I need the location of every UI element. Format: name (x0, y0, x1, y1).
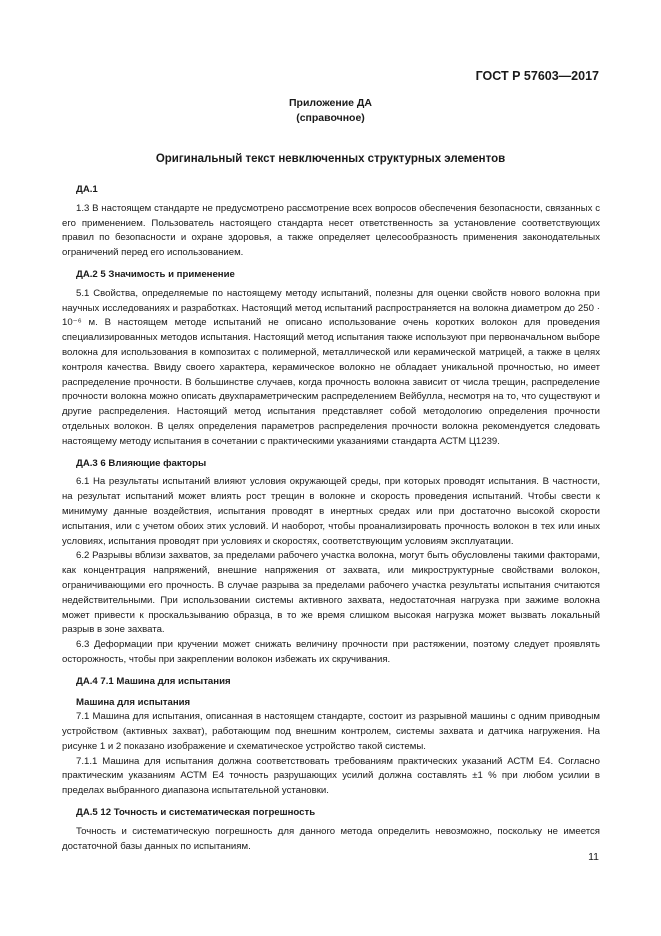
paragraph: 6.1 На результаты испытаний влияют условия окружающей среды, при которых проводят испытания. В частности, на результат испытаний может влиять рост трещин в волокне и скорость проведения испытаний. Чтобы свести к минимуму данные воздействия, испытания проводят в инертных средах или при достаточно высокой скорости испытания, или с учетом обоих этих условий. И наоборот, чтобы проанализировать прочность волокон в тех или иных условиях, испытания проводят при условиях и скоростях, соответствующим условиям эксплуатации. (62, 476, 600, 547)
paragraph: 6.3 Деформации при кручении может снижать величину прочности при растяжении, поэтому следует проявлять осторожность, чтобы при закреплении волокон избежать их скручивания. (62, 639, 600, 665)
paragraph: 1.3 В настоящем стандарте не предусмотрено рассмотрение всех вопросов обеспечения безопасности, связанных с его применением. Пользователь настоящего стандарта несет ответственность за установление соответствующих правил по безопасности и охране здоровья, а также определяет целесообразность применения законодательных ограничений перед его использованием. (62, 202, 600, 259)
section-heading-da2: ДА.2 5 Значимость и применение (76, 268, 235, 280)
annex-title: Приложение ДА (289, 97, 372, 109)
paragraph: 6.2 Разрывы вблизи захватов, за пределами рабочего участка волокна, могут быть обусловлены такими факторами, как концентрация напряжений, внешние напряжения от захвата, или микроструктурные свойствами волокон, ограничивающими его прочность. В случае разрыва за пределами рабочего участка результаты испытания считаются недействительными. При использовании системы активного захвата, недостаточная нагрузка при зажиме волокна может привести к проскальзыванию образца, в то же время слишком высокая нагрузка может вызвать локальный разрыв в зоне захвата. (62, 550, 600, 636)
section-heading-da4: ДА.4 7.1 Машина для испытания (76, 675, 231, 687)
section-heading-da1: ДА.1 (76, 184, 98, 195)
paragraph: 7.1.1 Машина для испытания должна соответствовать требованиям практических указаний АСТМ Е4. Согласно практическим указаниям АСТМ Е4 точность разрушающих усилий должна составлять ±1 % при любом усилии в пределах выбранного диапазона испытательной установки. (62, 755, 600, 797)
paragraph: 7.1 Машина для испытания, описанная в настоящем стандарте, состоит из разрывной машины с одним приводным устройством (активных захват), работающим под внешним контролем, системы захвата и датчика нагружения. На рисунке 1 и 2 показано изображение и схематическое устройство такой системы. (62, 711, 600, 752)
document-title: Оригинальный текст невключенных структурных элементов (155, 153, 506, 165)
paragraph: 5.1 Свойства, определяемые по настоящему методу испытаний, полезны для оценки свойств нового волокна при научных исследованиях и разработках. Настоящий метод испытаний распространяется на волокна диаметром до 250 · 10⁻⁶ м. В настоящем методе испытаний не описано использование очень коротких волокон для проведения специализированных методов испытания. Настоящий метод испытания также используют при первоначальном выборе волокна для использования в композитах с полимерной, металлической или керамической матрицей, а также в целях контроля качества. Ввиду своего характера, керамическое волокно не обладает уникальной прочностью, но имеет распределение прочности. В большинстве случаев, когда прочность волокна зависит от числа трещин, распределение прочности волокна можно описать двухпараметрическим распределением Вейбулла, несмотря на то, что существуют и другие распределения. Настоящий метод испытания представляет собой методологию определения прочности отдельных волокон. В целях определения параметров распределения прочности волокна рекомендуется следовать настоящему методу испытания в сочетании с практическими указаниями стандарта АСТМ Ц1239. (62, 287, 600, 447)
section-heading-da3: ДА.3 6 Влияющие факторы (76, 457, 207, 469)
standard-number: ГОСТ Р 57603—2017 (475, 69, 599, 83)
page-number: 11 (588, 851, 599, 863)
paragraph: Точность и систематическую погрешность для данного метода определить невозможно, поскольку не имеется достаточной базы данных по испытаниям. (62, 825, 600, 852)
document-body (62, 183, 600, 854)
annex-heading (0, 96, 661, 126)
section-heading-da5: ДА.5 12 Точность и систематическая погрешность (76, 807, 316, 819)
annex-subtitle: (справочное) (296, 112, 365, 124)
subsection-heading: Машина для испытания (76, 696, 191, 708)
